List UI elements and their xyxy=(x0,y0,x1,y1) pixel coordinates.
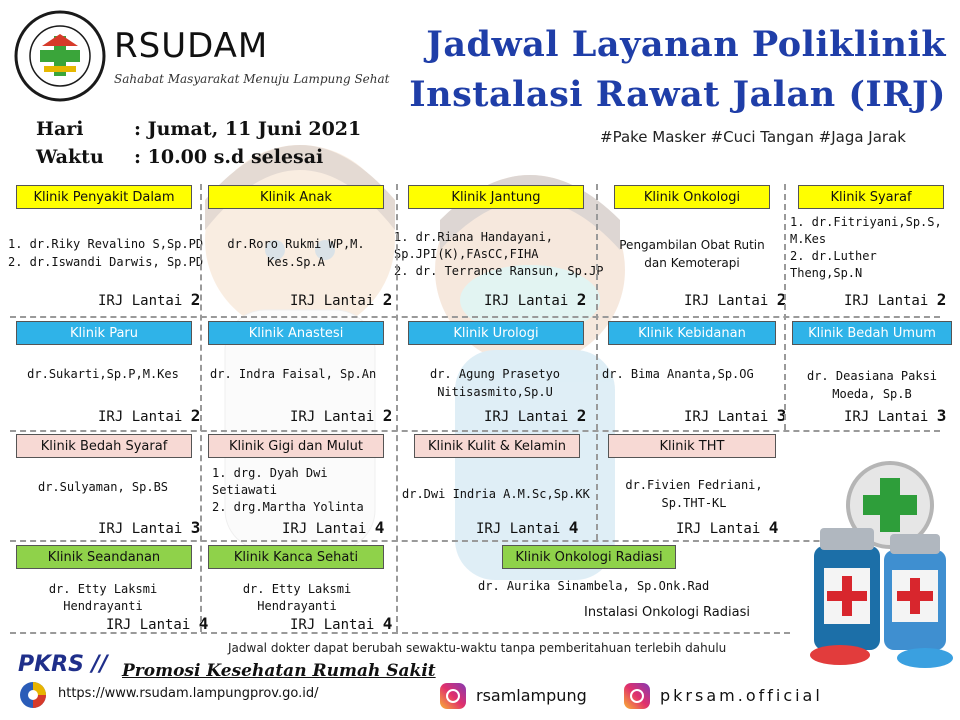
instagram-handle-pkrsam[interactable]: pkrsam.official xyxy=(660,686,823,705)
doctor-name: Hendrayanti xyxy=(63,599,143,613)
doctor-name: dr. Agung Prasetyo xyxy=(429,367,561,381)
doctor-name: 1. drg. Dyah Dwi xyxy=(212,466,328,480)
row-divider xyxy=(10,632,790,634)
clinic-location: IRJ Lantai 2 xyxy=(844,290,947,309)
doctor-name: dr.Sulyaman, Sp.BS xyxy=(37,480,169,494)
page-title-line1: Jadwal Layanan Poliklinik xyxy=(426,24,946,65)
clinic-location: IRJ Lantai 4 xyxy=(676,518,779,537)
column-divider xyxy=(396,184,398,632)
hospital-brand: RSUDAM xyxy=(114,26,269,66)
doctor-name: dr. Deasiana Paksi xyxy=(806,369,938,383)
row-divider xyxy=(10,316,940,318)
doctor-name: dr.Roro Rukmi WP,M. xyxy=(227,237,365,251)
doctor-name: dr.Dwi Indria A.M.Sc,Sp.KK xyxy=(402,487,590,501)
schedule-disclaimer: Jadwal dokter dapat berubah sewaktu-waktu tanpa pemberitahuan terlebih dahulu xyxy=(228,641,727,655)
doctor-name: dr.Fivien Fedriani, xyxy=(625,478,763,492)
clinic-name: Klinik Bedah Umum xyxy=(792,321,952,345)
clinic-location: IRJ Lantai 4 xyxy=(282,518,385,537)
row-divider xyxy=(10,430,940,432)
instagram-icon xyxy=(440,683,466,709)
clinic-name: Klinik Gigi dan Mulut xyxy=(208,434,384,458)
pkrs-brand: PKRS // xyxy=(18,652,108,677)
instagram-icon xyxy=(624,683,650,709)
clinic-location: IRJ Lantai 4 xyxy=(106,614,209,633)
page-title-line2: Instalasi Rawat Jalan (IRJ) xyxy=(409,74,946,115)
clinic-name: Klinik Onkologi xyxy=(614,185,770,209)
clinic-name: Klinik Kebidanan xyxy=(608,321,776,345)
clinic-location: IRJ Lantai 3 xyxy=(844,406,947,425)
medicine-illustration xyxy=(800,450,960,670)
clinic-location: IRJ Lantai 2 xyxy=(684,290,787,309)
doctor-name: dr. Etty Laksmi xyxy=(242,582,352,596)
clinic-location: IRJ Lantai 3 xyxy=(684,406,787,425)
service-note: Pengambilan Obat Rutin xyxy=(619,238,765,252)
hari-label: Hari xyxy=(36,118,84,140)
clinic-location: IRJ Lantai 4 xyxy=(476,518,579,537)
clinic-name: Klinik Onkologi Radiasi xyxy=(502,545,676,569)
doctor-name: 2. dr.Luther xyxy=(790,249,877,263)
service-note: dan Kemoterapi xyxy=(644,256,740,270)
clinic-name: Klinik Seandanan xyxy=(16,545,192,569)
hospital-logo xyxy=(14,10,106,102)
doctor-name: Nitisasmito,Sp.U xyxy=(437,385,553,399)
clinic-location: IRJ Lantai 2 xyxy=(98,406,201,425)
clinic-name: Klinik Kulit & Kelamin xyxy=(414,434,580,458)
clinic-name: Klinik Kanca Sehati xyxy=(208,545,384,569)
doctor-name: 1. dr.Fitriyani,Sp.S, xyxy=(790,215,942,229)
doctor-name: 2. dr.Iswandi Darwis, Sp.PD xyxy=(8,255,204,269)
doctor-name: Moeda, Sp.B xyxy=(832,387,912,401)
clinic-location: IRJ Lantai 2 xyxy=(98,290,201,309)
clinic-name: Klinik Anastesi xyxy=(208,321,384,345)
column-divider xyxy=(200,184,202,632)
clinic-location: Instalasi Onkologi Radiasi xyxy=(584,605,750,620)
doctor-name: M.Kes xyxy=(790,232,827,246)
doctor-name: 2. drg.Martha Yolinta xyxy=(212,500,364,514)
doctor-name: Sp.JPI(K),FAsCC,FIHA xyxy=(394,247,539,261)
clinic-name: Klinik Anak xyxy=(208,185,384,209)
doctor-name: Kes.Sp.A xyxy=(267,255,325,269)
clinic-name: Klinik Penyakit Dalam xyxy=(16,185,192,209)
health-hashtags: #Pake Masker #Cuci Tangan #Jaga Jarak xyxy=(600,128,906,146)
clinic-location: IRJ Lantai 4 xyxy=(290,614,393,633)
pkrs-subtitle: Promosi Kesehatan Rumah Sakit xyxy=(122,661,436,681)
doctor-name: dr. Aurika Sinambela, Sp.Onk.Rad xyxy=(478,579,710,593)
lampung-logo-icon xyxy=(18,680,48,710)
doctor-name: dr.Sukarti,Sp.P,M.Kes xyxy=(27,367,179,381)
doctor-name: dr. Indra Faisal, Sp.An xyxy=(210,367,377,381)
clinic-name: Klinik Jantung xyxy=(408,185,584,209)
doctor-name: Sp.THT-KL xyxy=(661,496,727,510)
hari-value: : Jumat, 11 Juni 2021 xyxy=(134,118,362,140)
clinic-location: IRJ Lantai 2 xyxy=(290,406,393,425)
clinic-location: IRJ Lantai 2 xyxy=(484,290,587,309)
clinic-location: IRJ Lantai 2 xyxy=(290,290,393,309)
waktu-label: Waktu xyxy=(36,146,104,168)
doctor-name: dr. Bima Ananta,Sp.OG xyxy=(602,367,754,381)
doctor-name: 1. dr.Riana Handayani, xyxy=(394,230,553,244)
clinic-location: IRJ Lantai 3 xyxy=(98,518,201,537)
column-divider xyxy=(784,184,786,430)
instagram-handle-rsamlampung[interactable]: rsamlampung xyxy=(476,686,587,705)
doctor-name: 1. dr.Riky Revalino S,Sp.PD xyxy=(8,237,204,251)
clinic-name: Klinik Paru xyxy=(16,321,192,345)
hospital-tagline: Sahabat Masyarakat Menuju Lampung Sehat xyxy=(114,72,390,86)
column-divider xyxy=(596,184,598,540)
clinic-name: Klinik Bedah Syaraf xyxy=(16,434,192,458)
doctor-name: Theng,Sp.N xyxy=(790,266,863,280)
doctor-name: dr. Etty Laksmi xyxy=(48,582,158,596)
doctor-name: 2. dr. Terrance Ransun, Sp.JP xyxy=(394,264,604,278)
clinic-location: IRJ Lantai 2 xyxy=(484,406,587,425)
doctor-name: Hendrayanti xyxy=(257,599,337,613)
website-link[interactable]: https://www.rsudam.lampungprov.go.id/ xyxy=(58,686,319,701)
waktu-value: : 10.00 s.d selesai xyxy=(134,146,324,168)
clinic-name: Klinik THT xyxy=(608,434,776,458)
doctor-name: Setiawati xyxy=(212,483,278,497)
clinic-name: Klinik Urologi xyxy=(408,321,584,345)
clinic-name: Klinik Syaraf xyxy=(798,185,944,209)
